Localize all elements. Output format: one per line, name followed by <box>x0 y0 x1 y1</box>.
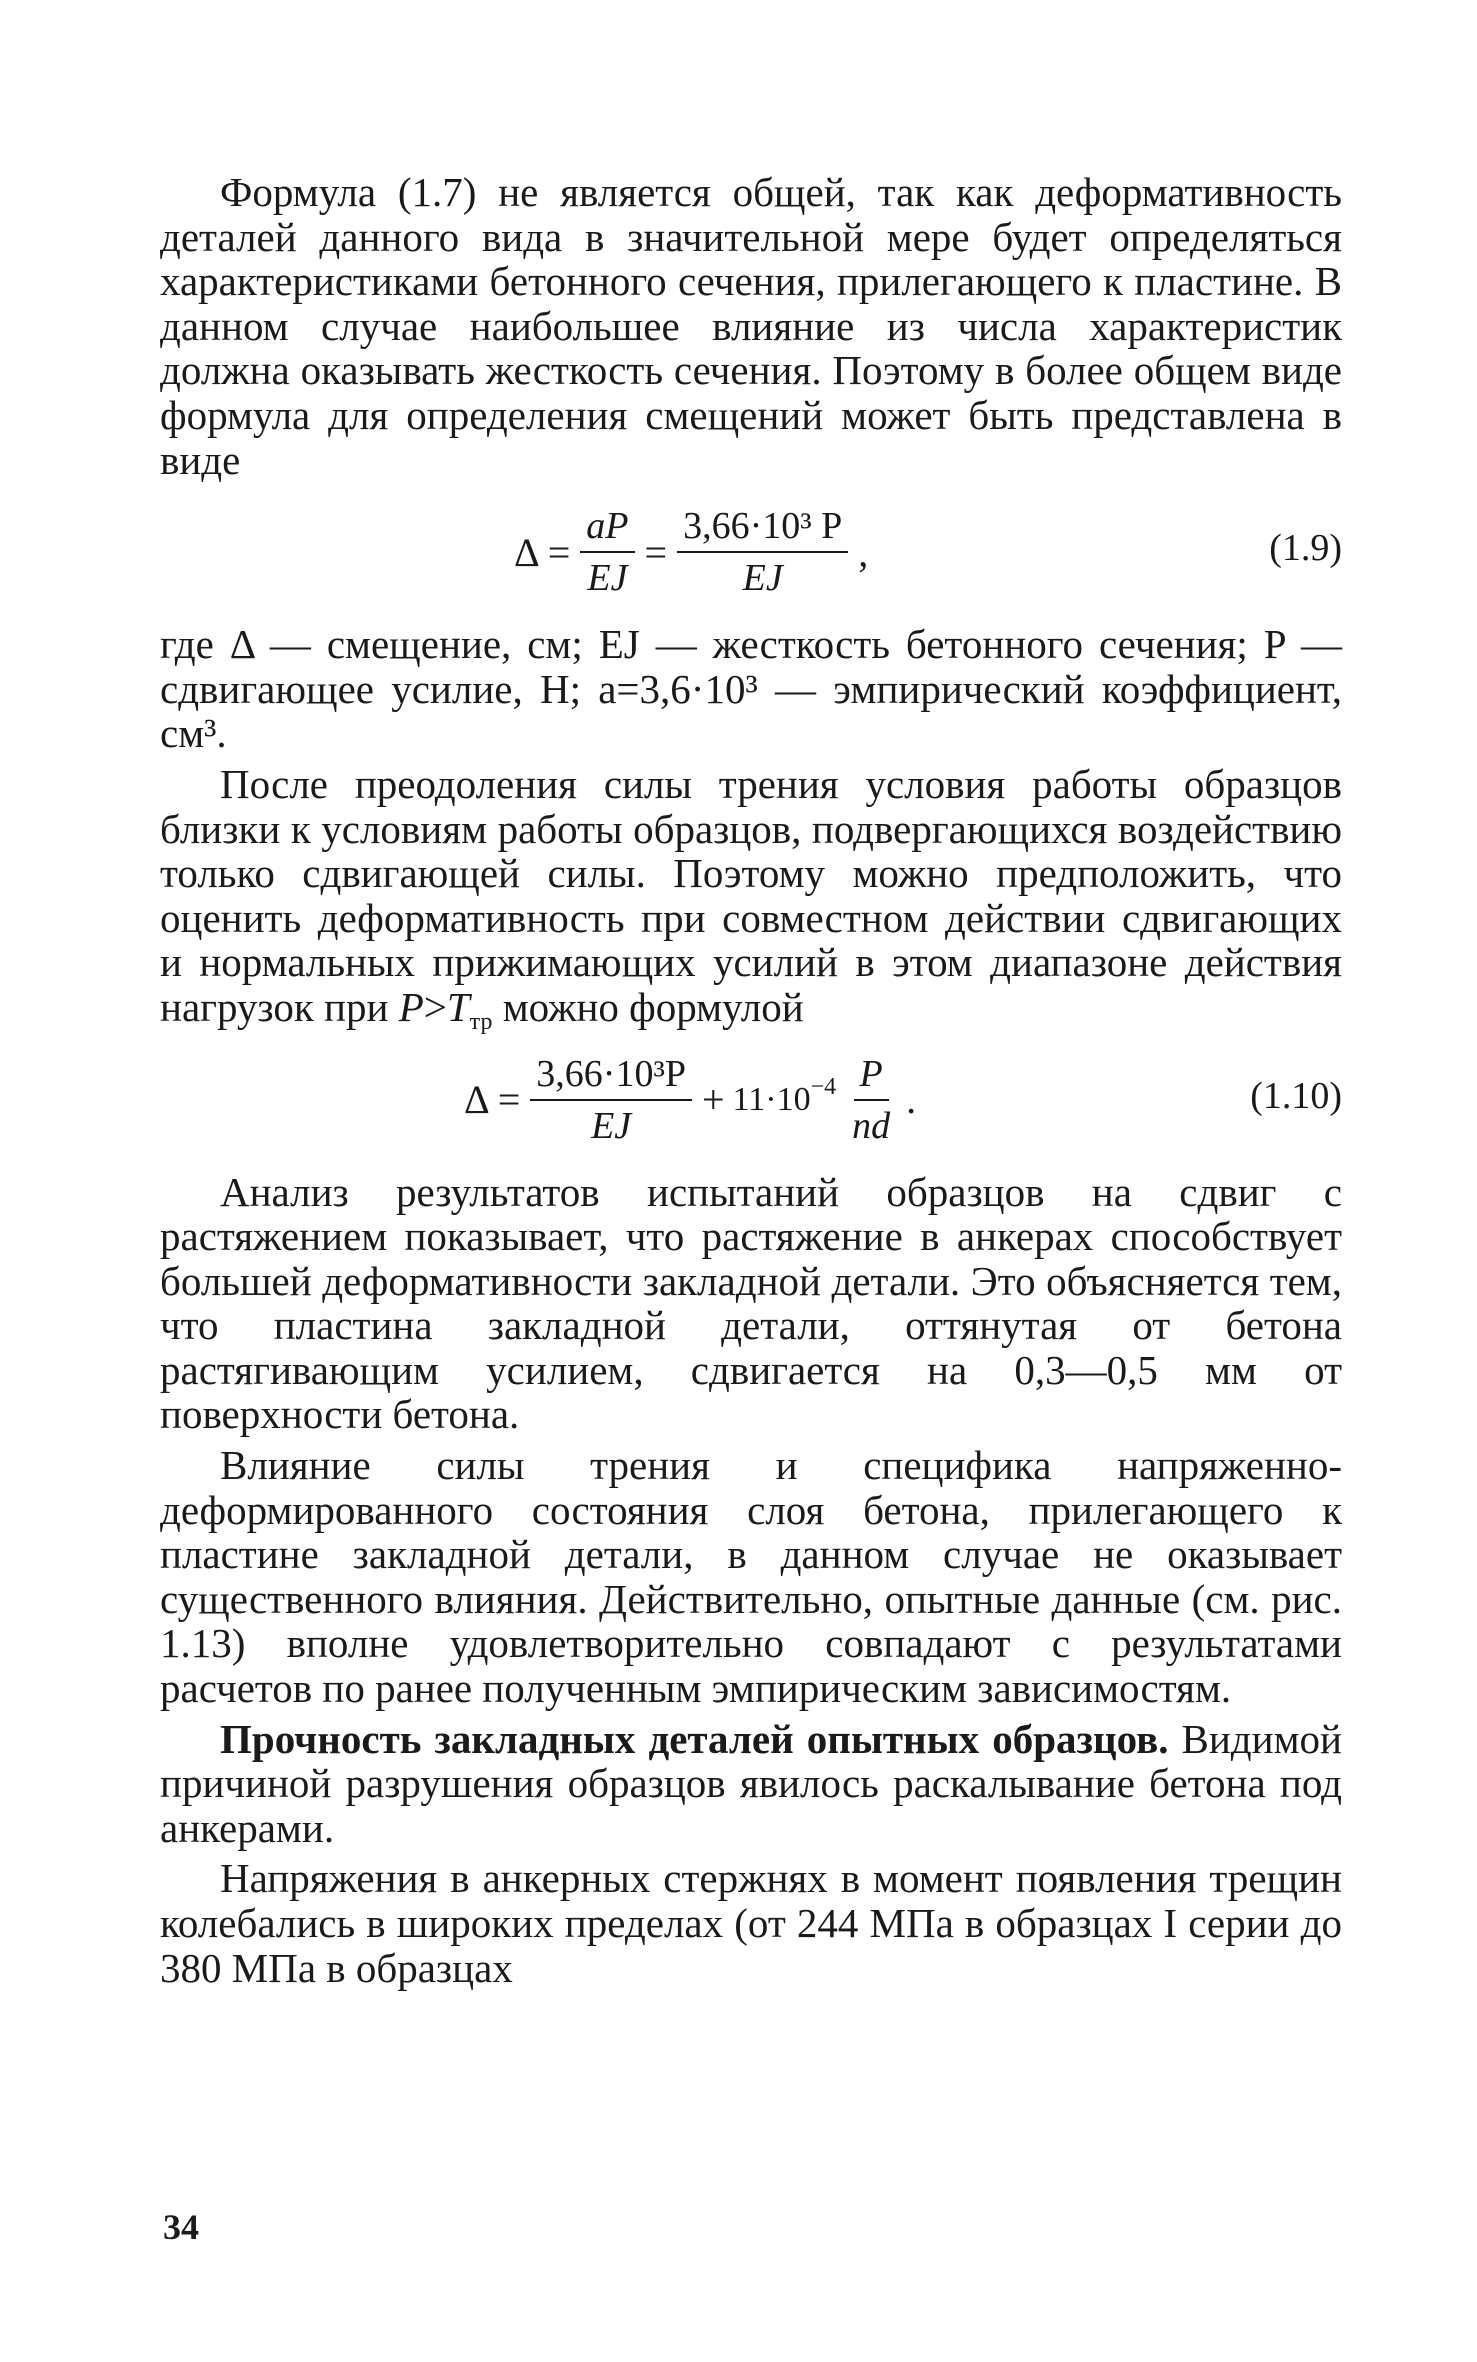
fraction-coef-over-ej <box>530 1051 692 1149</box>
equation-number: (1.9) <box>1269 527 1342 570</box>
fraction-p-over-nd <box>846 1051 896 1149</box>
coefficient <box>732 1073 837 1119</box>
plus-sign: + <box>701 1077 725 1122</box>
equals-sign: = <box>547 529 571 575</box>
fraction-numerator: 3,66·10³ P <box>677 503 848 553</box>
paragraph-4: Анализ результатов испытаний образцов на сдвиг с растяжением показывает, что растяжение в анкерах способствует большей деформативности закладной детали. Это объясняется тем, что пластина закладной детали, оттянутая от бетона растягивающим усилием, сдвигается на 0,3—0,5 мм от поверхности бетона. <box>160 1168 1342 1438</box>
inequality-left: P <box>398 983 424 1030</box>
fraction-coef-over-ej <box>677 503 848 601</box>
paragraph-3-tail: можно формулой <box>492 983 804 1030</box>
fraction-ap-over-ej <box>580 503 634 601</box>
formula-1-9 <box>160 482 1342 622</box>
equals-sign: = <box>644 529 668 575</box>
fraction-numerator: aP <box>580 503 634 553</box>
inequality-right: T <box>446 983 470 1030</box>
paragraph-7: Напряжения в анкерных стержнях в момент появления трещин колебались в широких пределах (от 244 МПа в образцах I серии до 380 МПа в образцах <box>160 1855 1342 1991</box>
fraction-numerator: 3,66·10³P <box>530 1051 692 1101</box>
paragraph-6 <box>160 1717 1342 1851</box>
inequality-operator: > <box>423 983 447 1030</box>
equals-sign: = <box>497 1077 521 1122</box>
inequality-subscript: тр <box>469 1008 493 1035</box>
formula-1-10 <box>160 1030 1342 1170</box>
equation-number: (1.10) <box>1250 1074 1342 1117</box>
coefficient-exponent: −4 <box>810 1073 837 1100</box>
fraction-denominator: EJ <box>587 557 628 600</box>
page-body <box>160 170 1342 1990</box>
fraction-denominator: nd <box>852 1104 891 1147</box>
formula-lhs: Δ <box>514 529 540 575</box>
page-number: 34 <box>163 2207 199 2247</box>
section-heading: Прочность закладных деталей опытных образцов. <box>220 1715 1169 1762</box>
fraction-denominator: EJ <box>742 557 783 600</box>
formula-trailing-punct: , <box>858 529 869 575</box>
paragraph-5: Влияние силы трения и специфика напряженно-деформированного состояния слоя бетона, прилегающего к пластине закладной детали, в данном случае не оказывает существенного влияния. Действительно, опытные данные (см. рис. 1.13) вполне удовлетворительно совпадают с результатами расчетов по ранее полученным эмпирическим зависимостям. <box>160 1442 1342 1712</box>
paragraph-3 <box>160 760 1342 1035</box>
paragraph-2: где Δ — смещение, см; EJ — жесткость бетонного сечения; P — сдвигающее усилие, Н; a=3,6·10³ — эмпирический коэффициент, см³. <box>160 621 1342 757</box>
paragraph-3-text: После преодоления силы трения условия работы образцов близки к условиям работы образцов, подвергающихся воздействию только сдвигающей силы. Поэтому можно предположить, что оценить деформативность при совместном действии сдвигающих и нормальных прижимающих усилий в этом диапазоне действия нагрузок при <box>160 760 1342 1030</box>
fraction-numerator: P <box>854 1051 889 1101</box>
formula-trailing-punct: . <box>906 1077 917 1122</box>
formula-lhs: Δ <box>464 1077 490 1122</box>
paragraph-1: Формула (1.7) не является общей, так как деформативность деталей данного вида в значительной мере будет определяться характеристиками бетонного сечения, прилегающего к пластине. В данном случае наибольшее влияние из числа характеристик должна оказывать жесткость сечения. Поэтому в более общем виде формула для определения смещений может быть представлена в виде <box>160 169 1342 483</box>
coefficient-base: 11·10 <box>732 1080 811 1118</box>
paragraph-6-text: Видимой причиной разрушения образцов явилось раскалывание бетона под анкерами. <box>160 1715 1342 1851</box>
fraction-denominator: EJ <box>591 1104 632 1147</box>
formula-1-10-expression <box>460 1030 920 1170</box>
formula-1-9-expression <box>510 482 872 622</box>
